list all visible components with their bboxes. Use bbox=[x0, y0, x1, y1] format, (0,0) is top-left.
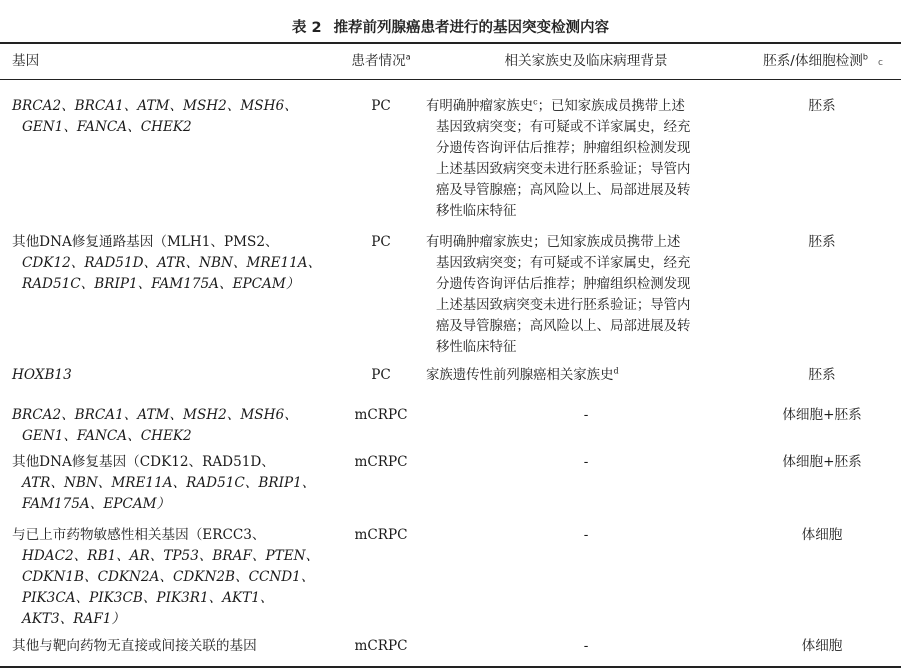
table-row-background: 家族遗传性前列腺癌相关家族史$^d$ bbox=[426, 366, 619, 383]
table-row-background: - bbox=[583, 454, 589, 470]
table-row-background: - bbox=[583, 407, 589, 423]
header-background: 相关家族史及临床病理背景 bbox=[504, 53, 668, 69]
header-test: 胚系/体细胞检测$^b$c bbox=[763, 52, 883, 69]
table-row-test: 体细胞 bbox=[801, 527, 843, 543]
table-row-patient: mCRPC bbox=[354, 407, 408, 423]
top-rule bbox=[0, 42, 901, 44]
table-row-patient: PC bbox=[371, 98, 391, 114]
table-row-patient: mCRPC bbox=[354, 638, 408, 654]
table-row-gene: BRCA2、BRCA1、ATM、MSH2、MSH6、 GEN1、FANCA、CHEK2 bbox=[12, 98, 298, 135]
table-row-background: - bbox=[583, 527, 589, 543]
table-row-test: 体细胞 bbox=[801, 638, 843, 654]
table-row-test: 体细胞+胚系 bbox=[782, 407, 862, 423]
table-row-test: 胚系 bbox=[808, 98, 836, 114]
table-row-background: - bbox=[583, 638, 589, 654]
header-patient: 患者情况$^a$ bbox=[351, 52, 411, 69]
table-number: 表 2 bbox=[291, 20, 322, 36]
table-row-gene: 其他DNA修复通路基因（MLH1、PMS2、 CDK12、RAD51D、ATR、NBN、MRE11A、 RAD51C、BRIP1、FAM175A、EPCAM） bbox=[12, 234, 322, 292]
table-row-patient: PC bbox=[371, 367, 391, 383]
table-row-patient: PC bbox=[371, 234, 391, 250]
table-row-patient: mCRPC bbox=[354, 454, 408, 470]
table-row-test: 体细胞+胚系 bbox=[782, 454, 862, 470]
table-row-gene: HOXB13 bbox=[12, 367, 72, 383]
table-row-background: 有明确肿瘤家族史$^c$；已知家族成员携带上述 基因致病突变；有可疑或不详家属史，经充 分遗传咨询评估后推荐；肿瘤组织检测发现 上述基因致病突变未进行胚系验证；导管内 癌及导管腺癌；高风险以上、局部进展及转 移性临床特征 bbox=[426, 97, 691, 219]
table-row-gene: 与已上市药物敏感性相关基因（ERCC3、 HDAC2、RB1、AR、TP53、BRAF、PTEN、 CDKN1B、CDKN2A、CDKN2B、CCND1、 PIK3CA、PIK3CB、PIK3R1、AKT1、 AKT3、RAF1） bbox=[12, 527, 320, 627]
table-row-gene: 其他与靶向药物无直接或间接关联的基因 bbox=[12, 638, 257, 654]
header-rule bbox=[0, 79, 901, 80]
table-caption bbox=[0, 16, 901, 37]
table-row-patient: mCRPC bbox=[354, 527, 408, 543]
table-row-background: 有明确肿瘤家族史；已知家族成员携带上述 基因致病突变；有可疑或不详家属史，经充 分遗传咨询评估后推荐；肿瘤组织检测发现 上述基因致病突变未进行胚系验证；导管内 癌及导管腺癌；高风险以上、局部进展及转 移性临床特征 bbox=[426, 235, 691, 355]
bottom-rule bbox=[0, 666, 901, 668]
table-row-test: 胚系 bbox=[808, 367, 836, 383]
table-row-gene: 其他DNA修复基因（CDK12、RAD51D、 ATR、NBN、MRE11A、RAD51C、BRIP1、 FAM175A、EPCAM） bbox=[12, 454, 316, 512]
table-title: 推荐前列腺癌患者进行的基因突变检测内容 bbox=[333, 20, 610, 36]
table-row-gene: BRCA2、BRCA1、ATM、MSH2、MSH6、 GEN1、FANCA、CHEK2 bbox=[12, 407, 298, 444]
header-gene: 基因 bbox=[12, 53, 40, 69]
table-row-test: 胚系 bbox=[808, 234, 836, 250]
